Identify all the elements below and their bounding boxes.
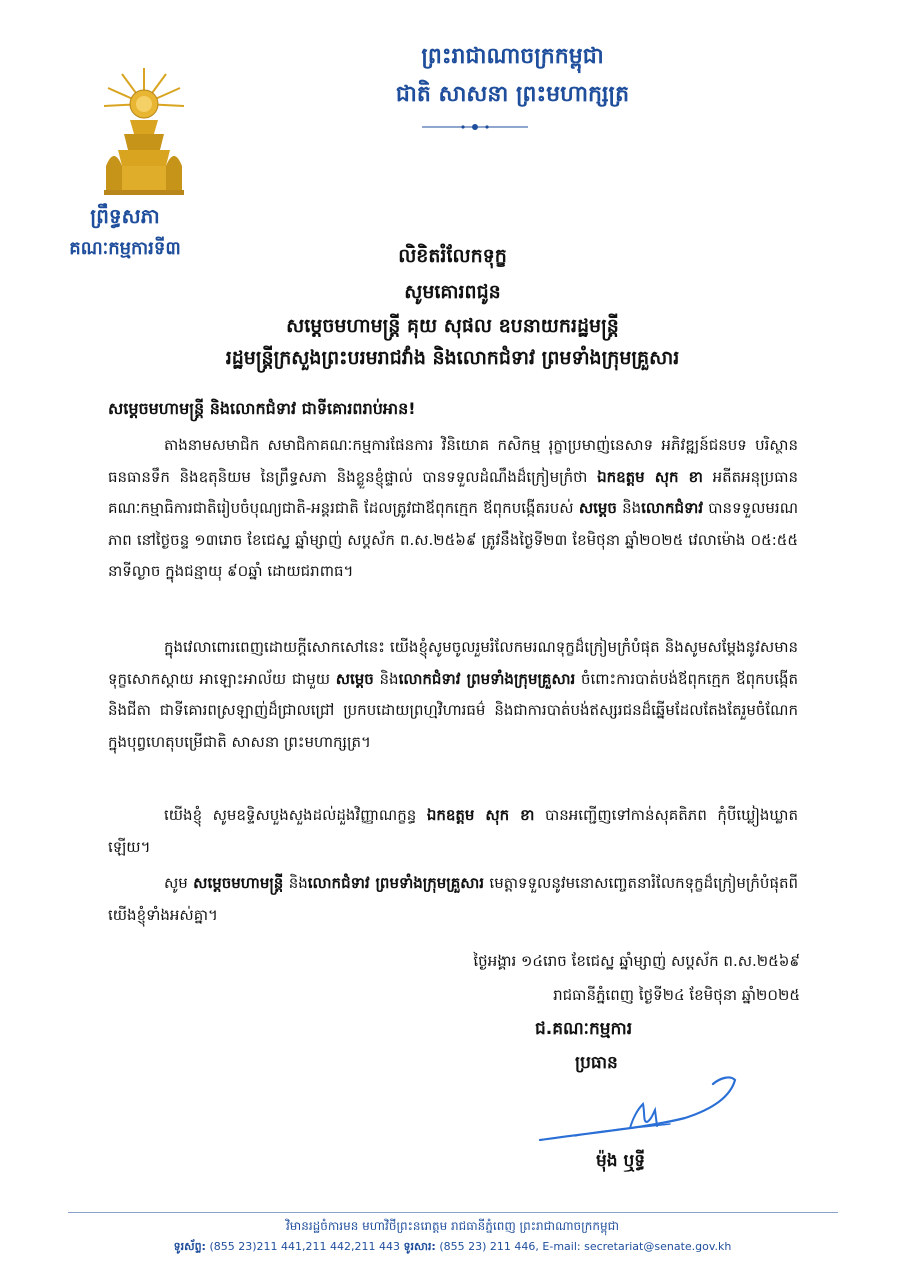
fax-label: ទូរសារ: [403, 1240, 436, 1253]
bold-title: សម្តេចមហាមន្ត្រី [193, 874, 284, 892]
text-span: សូម [164, 874, 194, 892]
signer-name: ម៉ុង ឬទ្ធី [596, 1151, 646, 1171]
org-committee: គណៈកម្មការទី៣ [69, 238, 181, 259]
signer-title: ប្រធាន [575, 1053, 618, 1073]
bold-name: ឯកឧត្តម សុក ខា [597, 467, 703, 486]
text-span: អតីតអនុប្រធានគណៈកម្មាធិការជាតិរៀបចំបុណ្យជាតិ-អន្តរជាតិ ដែលត្រូវជាឪពុកក្មេក ឪពុកបង្កើតរបស់ [108, 467, 798, 517]
senate-emblem-icon [100, 62, 188, 197]
handwritten-signature [535, 1070, 740, 1150]
signer-org: ជ.គណៈកម្មការ [535, 1019, 633, 1039]
bold-name: ឯកឧត្តម សុក ខា [426, 806, 535, 824]
letter-heading: លិខិតរំលែកទុក្ខ [398, 245, 507, 267]
text-span: និង [283, 874, 308, 892]
to-line: សូមគោរពជូន [404, 281, 501, 303]
text-span: និង [616, 499, 642, 517]
footer-contact [0, 1240, 905, 1256]
kingdom-title: ព្រះរាជាណាចក្រកម្ពុជា [421, 44, 604, 69]
footer-divider [68, 1212, 838, 1213]
date-lunar: ថ្ងៃអង្គារ ១៤រោច ខែជេស្ឋ ឆ្នាំម្សាញ់ សប្តស័ក ព.ស.២៥៦៩ [473, 952, 800, 970]
text-span: មេត្តាទទួលនូវមនោសញ្ចេតនារំលែកទុក្ខដ៏ក្រៀមក្រំបំផុតពីយើងខ្ញុំទាំងអស់គ្នា។ [108, 874, 799, 924]
text-span: បានអញ្ជើញទៅកាន់សុគតិភព កុំបីឃ្លៀងឃ្លាតឡើយ។ [108, 806, 798, 856]
bold-title: លោកជំទាវ [641, 499, 704, 517]
text-span: និង [373, 669, 399, 688]
text-span: បានទទួលមរណភាព នៅថ្ងៃចន្ទ ១៣រោច ខែជេស្ឋ ឆ្នាំម្សាញ់ សប្តស័ក ព.ស.២៥៦៩ ត្រូវនឹងថ្ងៃទី២៣ ខែមិថុនា ឆ្នាំ២០២៥ វេលាម៉ោង ០៥:៥៥ នាទីល្ងាច ក្នុងជន្មាយុ ៩០ឆ្នាំ ដោយជរាពាធ។ [108, 499, 798, 580]
text-span: ក្នុងវេលាពោរពេញដោយក្តីសោកសៅនេះ យើងខ្ញុំសូមចូលរួមរំលែកមរណទុក្ខដ៏ក្រៀមក្រំបំផុត និងសូមសម្តែងនូវសមានទុក្ខសោកស្តាយ អាឡោះអាល័យ ជាមួយ [108, 638, 798, 688]
fax-email: (855 23) 211 446, E-mail: secretariat@senate.gov.kh [439, 1240, 732, 1253]
text-span: ចំពោះការបាត់បង់ឪពុកក្មេក ឪពុកបង្កើត និងជីតា ជាទីគោរពស្រឡាញ់ដ៏ជ្រាលជ្រៅ ប្រកបដោយព្រហ្មវិហារធម៌ និងជាការបាត់បង់ឥស្សរជនដ៏ឆ្នើមដែលតែងតែរួមចំណែកក្នុងបុព្វហេតុបម្រើជាតិ សាសនា ព្រះមហាក្សត្រ។ [108, 669, 798, 751]
bold-title: សម្តេច [578, 499, 617, 517]
date-solar: រាជធានីភ្នំពេញ ថ្ងៃទី២៤ ខែមិថុនា ឆ្នាំ២០២៥ [553, 986, 800, 1004]
phone-number: (855 23)211 441,211 442,211 443 [209, 1240, 400, 1253]
ornament-divider-icon [420, 122, 530, 132]
bold-title: លោកជំទាវ ព្រមទាំងក្រុមគ្រួសារ [307, 874, 485, 892]
paragraph-4 [108, 868, 798, 931]
national-motto: ជាតិ សាសនា ព្រះមហាក្សត្រ [395, 82, 630, 107]
org-name: ព្រឹទ្ធសភា [90, 204, 160, 228]
text-span: យើងខ្ញុំ សូមឧទ្ទិសបួងសួងដល់ដួងវិញ្ញាណក្ខន្ធ [164, 806, 427, 824]
paragraph-1 [108, 430, 798, 588]
recipient-line-1: សម្តេចមហាមន្ត្រី គុយ សុផល ឧបនាយករដ្ឋមន្ត្រី [286, 315, 619, 337]
bold-title: លោកជំទាវ ព្រមទាំងក្រុមគ្រួសារ [398, 669, 576, 688]
salutation: សម្តេចមហាមន្ត្រី និងលោកជំទាវ ជាទីគោរពរាប់អាន! [108, 399, 416, 418]
paragraph-3 [108, 800, 798, 863]
text-span: តាងនាមសមាជិក សមាជិកាគណៈកម្មការផែនការ វិនិយោគ កសិកម្ម រុក្ខាប្រមាញ់នេសាទ អភិវឌ្ឍន៍ជនបទ បរិស្ថាន ធនធានទឹក និងឧតុនិយម នៃព្រឹទ្ធសភា និងខ្លួនខ្ញុំផ្ទាល់ បានទទួលដំណឹងដ៏ក្រៀមក្រំថា [108, 436, 798, 486]
paragraph-2 [108, 632, 798, 758]
phone-label: ទូរស័ព្ទ: [173, 1240, 206, 1253]
recipient-line-2: រដ្ឋមន្ត្រីក្រសួងព្រះបរមរាជវាំង និងលោកជំទាវ ព្រមទាំងក្រុមគ្រួសារ [225, 347, 680, 369]
bold-title: សម្តេច [335, 669, 374, 688]
footer-address: វិមានរដ្ឋចំការមន មហាវិថីព្រះនរោត្តម រាជធានីភ្នំពេញ ព្រះរាជាណាចក្រកម្ពុជា [285, 1219, 619, 1233]
